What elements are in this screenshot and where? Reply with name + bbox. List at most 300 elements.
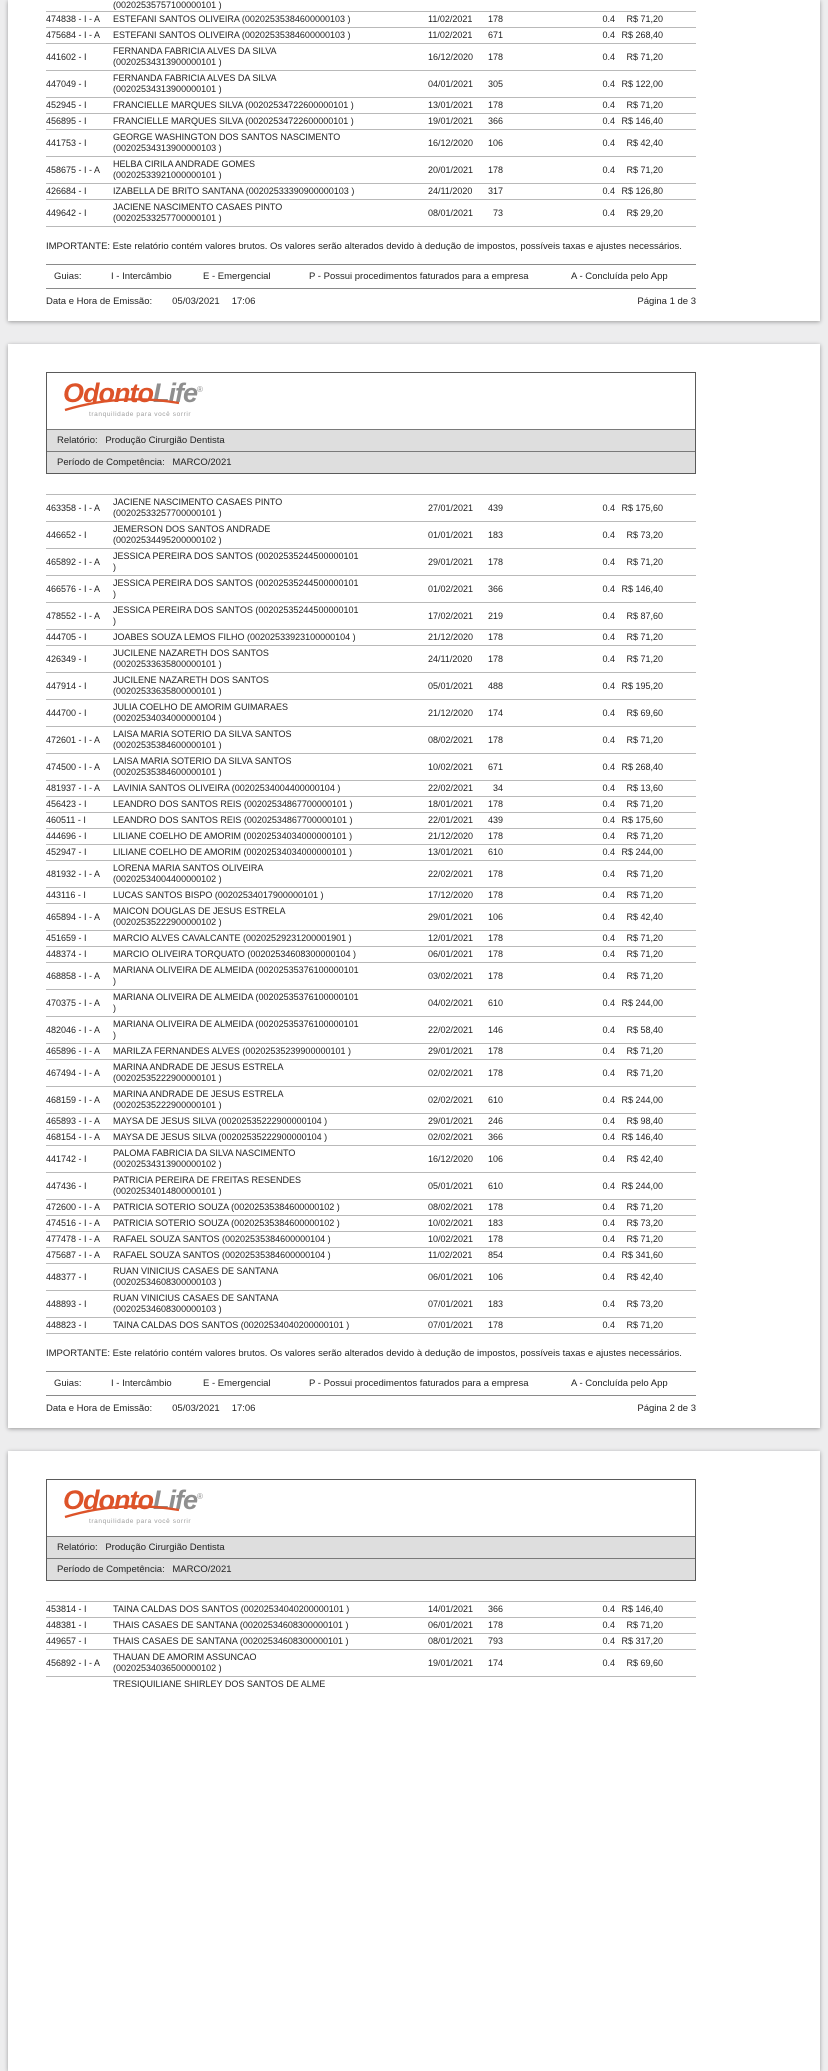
patient-name: MARIANA OLIVEIRA DE ALMEIDA (00202535376100000101 ) xyxy=(113,992,359,1013)
table-row xyxy=(46,673,696,700)
legend-emergencial: E - Emergencial xyxy=(203,271,271,282)
patient-name: RAFAEL SOUZA SANTOS (00202535384600000104 ) xyxy=(113,1250,331,1260)
guide-code: 470375 - I - A xyxy=(46,997,101,1008)
factor-value: 0.4 xyxy=(602,556,615,567)
guide-date: 20/01/2021 xyxy=(428,164,474,175)
guide-code: 468159 - I - A xyxy=(46,1094,101,1105)
gross-value: R$ 71,20 xyxy=(626,556,663,567)
guide-date: 02/02/2021 xyxy=(428,1094,474,1105)
report-page-2 xyxy=(8,344,820,1428)
guide-date: 24/11/2020 xyxy=(428,186,473,196)
patient-name: THAIS CASAES DE SANTANA (00202534608300000101 ) xyxy=(113,1636,349,1646)
patient-name: LILIANE COELHO DE AMORIM (00202534034000000101 ) xyxy=(113,847,353,857)
table-row xyxy=(46,947,696,963)
patient-name: THAIS CASAES DE SANTANA (00202534608300000101 ) xyxy=(113,1620,349,1630)
report-header xyxy=(46,1479,696,1581)
gross-value: R$ 268,40 xyxy=(621,30,663,40)
guide-code: 482046 - I - A xyxy=(46,1024,101,1035)
table-row xyxy=(46,1248,696,1264)
points-quantity: 366 xyxy=(487,1604,503,1614)
points-quantity: 178 xyxy=(487,51,503,62)
report-header xyxy=(46,372,696,474)
emission-time: 17:06 xyxy=(231,1403,256,1414)
table-row xyxy=(46,1173,696,1200)
guide-date: 17/02/2021 xyxy=(428,610,474,621)
guide-code: 452945 - I xyxy=(46,100,87,110)
gross-value: R$ 122,00 xyxy=(621,78,663,89)
guide-code: 444696 - I xyxy=(46,831,87,841)
guide-code: 472600 - I - A xyxy=(46,1202,101,1212)
factor-value: 0.4 xyxy=(602,116,615,126)
gross-value: R$ 13,60 xyxy=(626,783,663,793)
legend-intercambio: I - Intercâmbio xyxy=(111,271,172,282)
gross-value: R$ 42,40 xyxy=(626,137,663,148)
table-row xyxy=(46,931,696,947)
guide-code: 474500 - I - A xyxy=(46,761,101,772)
gross-value: R$ 71,20 xyxy=(626,970,663,981)
logo-box xyxy=(47,373,695,429)
gross-value: R$ 58,40 xyxy=(626,1024,663,1035)
guide-date: 22/01/2021 xyxy=(428,815,474,825)
factor-value: 0.4 xyxy=(602,164,615,175)
factor-value: 0.4 xyxy=(602,137,615,148)
points-quantity: 106 xyxy=(487,1271,503,1282)
points-quantity: 178 xyxy=(487,632,503,642)
table-row xyxy=(46,1650,696,1677)
factor-value: 0.4 xyxy=(602,1271,615,1282)
factor-value: 0.4 xyxy=(602,51,615,62)
factor-value: 0.4 xyxy=(602,1657,615,1668)
gross-value: R$ 29,20 xyxy=(626,207,663,218)
factor-value: 0.4 xyxy=(602,847,615,857)
factor-value: 0.4 xyxy=(602,529,615,540)
odontolife-logo xyxy=(63,378,202,418)
guide-code: 452947 - I xyxy=(46,847,87,857)
factor-value: 0.4 xyxy=(602,78,615,89)
guide-code: 448823 - I xyxy=(46,1320,87,1330)
guide-code: 444705 - I xyxy=(46,632,87,642)
guide-code: 460511 - I xyxy=(46,815,86,825)
guide-date: 12/01/2021 xyxy=(428,933,474,943)
gross-value: R$ 71,20 xyxy=(626,734,663,745)
patient-name: MARILZA FERNANDES ALVES (00202535239900000101 ) xyxy=(113,1046,351,1056)
odontolife-logo xyxy=(63,1485,202,1525)
points-quantity: 671 xyxy=(487,30,503,40)
periodo-label: Período de Competência: xyxy=(57,457,165,468)
factor-value: 0.4 xyxy=(602,707,615,718)
points-quantity: 610 xyxy=(487,1180,503,1191)
guide-code: 465892 - I - A xyxy=(46,556,101,567)
emission-time: 17:06 xyxy=(231,296,256,307)
gross-value: R$ 42,40 xyxy=(626,911,663,922)
legend-emergencial: E - Emergencial xyxy=(203,1378,271,1389)
gross-value: R$ 244,00 xyxy=(621,1094,663,1105)
guide-date: 27/01/2021 xyxy=(428,502,474,513)
table-row xyxy=(46,576,696,603)
guide-date: 24/11/2020 xyxy=(428,653,473,664)
guide-date: 17/12/2020 xyxy=(428,890,474,900)
logo-text xyxy=(63,1485,202,1516)
patient-name: MAYSA DE JESUS SILVA (00202535222900000104 ) xyxy=(113,1116,328,1126)
guide-code: 448381 - I xyxy=(46,1620,87,1630)
points-quantity: 178 xyxy=(487,890,503,900)
table-row xyxy=(46,646,696,673)
factor-value: 0.4 xyxy=(602,610,615,621)
points-quantity: 174 xyxy=(487,1657,503,1668)
patient-name: RUAN VINICIUS CASAES DE SANTANA (00202534608300000103 ) xyxy=(113,1266,278,1287)
header-relatorio-row xyxy=(47,429,695,451)
points-quantity: 106 xyxy=(487,1153,503,1164)
factor-value: 0.4 xyxy=(602,1320,615,1330)
patient-name: PALOMA FABRICIA DA SILVA NASCIMENTO (00202534313900000102 ) xyxy=(113,1148,296,1169)
points-quantity: 178 xyxy=(487,831,503,841)
guide-date: 29/01/2021 xyxy=(428,556,474,567)
points-quantity: 146 xyxy=(487,1024,503,1035)
guide-code: 446652 - I xyxy=(46,529,87,540)
table-row xyxy=(46,522,696,549)
guide-date: 06/01/2021 xyxy=(428,1620,474,1630)
emission-date: 05/03/2021 xyxy=(172,1403,220,1414)
table-row xyxy=(46,904,696,931)
patient-name: MARCIO ALVES CAVALCANTE (00202529231200001901 ) xyxy=(113,933,352,943)
gross-value: R$ 175,60 xyxy=(621,815,663,825)
patient-name: LORENA MARIA SANTOS OLIVEIRA (00202534004400000102 ) xyxy=(113,863,263,884)
gross-value: R$ 42,40 xyxy=(626,1153,663,1164)
page-number: Página 2 de 3 xyxy=(637,1403,696,1414)
patient-name: RAFAEL SOUZA SANTOS (00202535384600000104 ) xyxy=(113,1234,331,1244)
patient-name: MARIANA OLIVEIRA DE ALMEIDA (00202535376100000101 ) xyxy=(113,1019,359,1040)
factor-value: 0.4 xyxy=(602,502,615,513)
points-quantity: 178 xyxy=(487,164,503,175)
table-row xyxy=(46,888,696,904)
production-table xyxy=(46,1601,696,1677)
gross-value: R$ 268,40 xyxy=(621,761,663,772)
factor-value: 0.4 xyxy=(602,186,615,196)
guide-code: 448893 - I xyxy=(46,1298,87,1309)
guide-date: 08/02/2021 xyxy=(428,734,474,745)
table-row xyxy=(46,829,696,845)
guide-date: 03/02/2021 xyxy=(428,970,474,981)
points-quantity: 178 xyxy=(487,734,503,745)
table-row xyxy=(46,754,696,781)
factor-value: 0.4 xyxy=(602,1116,615,1126)
points-quantity: 317 xyxy=(487,186,503,196)
factor-value: 0.4 xyxy=(602,1046,615,1056)
table-row xyxy=(46,963,696,990)
patient-name: RUAN VINICIUS CASAES DE SANTANA (00202534608300000103 ) xyxy=(113,1293,278,1314)
guide-date: 01/01/2021 xyxy=(428,529,474,540)
gross-value: R$ 69,60 xyxy=(626,1657,663,1668)
clipped-patient-name: TRESIQUILIANE SHIRLEY DOS SANTOS DE ALME xyxy=(113,1679,326,1688)
legend-concluida-app: A - Concluída pelo App xyxy=(571,271,668,282)
header-relatorio-row xyxy=(47,1536,695,1558)
table-row xyxy=(46,603,696,630)
patient-name: LEANDRO DOS SANTOS REIS (00202534867700000101 ) xyxy=(113,799,353,809)
table-row xyxy=(46,1146,696,1173)
guide-date: 10/02/2021 xyxy=(428,761,474,772)
table-row xyxy=(46,1044,696,1060)
guide-code: 466576 - I - A xyxy=(46,583,101,594)
page-footer xyxy=(46,289,696,307)
points-quantity: 178 xyxy=(487,970,503,981)
table-row xyxy=(46,1060,696,1087)
patient-name: JOABES SOUZA LEMOS FILHO (00202533923100000104 ) xyxy=(113,632,356,642)
guide-date: 02/02/2021 xyxy=(428,1067,474,1078)
table-row xyxy=(46,990,696,1017)
points-quantity: 366 xyxy=(487,583,503,594)
guide-code: 441602 - I xyxy=(46,51,87,62)
logo-tagline: tranquilidade para você sorrir xyxy=(89,411,192,418)
guide-code: 448377 - I xyxy=(46,1271,87,1282)
gross-value: R$ 244,00 xyxy=(621,1180,663,1191)
factor-value: 0.4 xyxy=(602,1180,615,1191)
guide-date: 13/01/2021 xyxy=(428,100,474,110)
gross-value: R$ 71,20 xyxy=(626,933,663,943)
table-row xyxy=(46,797,696,813)
patient-name: JUCILENE NAZARETH DOS SANTOS (00202533635800000101 ) xyxy=(113,675,269,696)
guide-date: 11/02/2021 xyxy=(428,30,473,40)
points-quantity: 178 xyxy=(487,1620,503,1630)
patient-name: MARINA ANDRADE DE JESUS ESTRELA (00202535222900000101 ) xyxy=(113,1089,284,1110)
patient-name: PATRICIA SOTERIO SOUZA (00202535384600000102 ) xyxy=(113,1202,340,1212)
patient-name: FRANCIELLE MARQUES SILVA (00202534722600000101 ) xyxy=(113,116,354,126)
gross-value: R$ 146,40 xyxy=(621,1132,663,1142)
patient-name: LUCAS SANTOS BISPO (00202534017900000101 ) xyxy=(113,890,324,900)
points-quantity: 178 xyxy=(487,556,503,567)
guide-code: 441753 - I xyxy=(46,137,87,148)
guide-date: 21/12/2020 xyxy=(428,831,474,841)
guide-date: 04/02/2021 xyxy=(428,997,474,1008)
patient-name: LAVINIA SANTOS OLIVEIRA (00202534004400000104 ) xyxy=(113,783,341,793)
points-quantity: 183 xyxy=(487,1218,503,1228)
gross-value: R$ 146,40 xyxy=(621,116,663,126)
guide-date: 01/02/2021 xyxy=(428,583,474,594)
guide-code: 441742 - I xyxy=(46,1153,87,1164)
relatorio-label: Relatório: xyxy=(57,435,98,446)
logo-tagline: tranquilidade para você sorrir xyxy=(89,1518,192,1525)
table-row xyxy=(46,1130,696,1146)
patient-name: JUCILENE NAZARETH DOS SANTOS (00202533635800000101 ) xyxy=(113,648,269,669)
table-row xyxy=(46,12,696,28)
gross-value: R$ 71,20 xyxy=(626,51,663,62)
table-row xyxy=(46,700,696,727)
guide-date: 21/12/2020 xyxy=(428,707,474,718)
guide-code: 472601 - I - A xyxy=(46,734,101,745)
gross-value: R$ 71,20 xyxy=(626,1046,663,1056)
patient-name: GEORGE WASHINGTON DOS SANTOS NASCIMENTO (00202534313900000103 ) xyxy=(113,132,341,153)
gross-value: R$ 71,20 xyxy=(626,14,663,24)
guide-date: 11/02/2021 xyxy=(428,14,473,24)
points-quantity: 488 xyxy=(487,680,503,691)
guide-date: 02/02/2021 xyxy=(428,1132,474,1142)
factor-value: 0.4 xyxy=(602,1604,615,1614)
patient-name: HELBA CIRILA ANDRADE GOMES (00202533921000000101 ) xyxy=(113,159,256,180)
points-quantity: 178 xyxy=(487,1234,503,1244)
table-row xyxy=(46,781,696,797)
factor-value: 0.4 xyxy=(602,831,615,841)
table-row xyxy=(46,1087,696,1114)
legend-intercambio: I - Intercâmbio xyxy=(111,1378,172,1389)
factor-value: 0.4 xyxy=(602,868,615,879)
patient-name: FRANCIELLE MARQUES SILVA (00202534722600000101 ) xyxy=(113,100,354,110)
table-row xyxy=(46,845,696,861)
table-row xyxy=(46,130,696,157)
factor-value: 0.4 xyxy=(602,1218,615,1228)
points-quantity: 366 xyxy=(487,116,503,126)
emission-label: Data e Hora de Emissão: xyxy=(46,296,153,307)
gross-value: R$ 317,20 xyxy=(621,1636,663,1646)
gross-value: R$ 71,20 xyxy=(626,164,663,175)
patient-name: LAISA MARIA SOTERIO DA SILVA SANTOS (00202535384600000101 ) xyxy=(113,729,292,750)
guide-date: 08/01/2021 xyxy=(428,1636,474,1646)
gross-value: R$ 126,80 xyxy=(621,186,663,196)
guide-code: 447049 - I xyxy=(46,78,87,89)
table-row xyxy=(46,813,696,829)
gross-value: R$ 71,20 xyxy=(626,1234,663,1244)
page-number: Página 1 de 3 xyxy=(637,296,696,307)
legend-row xyxy=(46,1372,696,1395)
points-quantity: 854 xyxy=(487,1250,503,1260)
guide-date: 22/02/2021 xyxy=(428,1024,474,1035)
patient-name: LILIANE COELHO DE AMORIM (00202534034000000101 ) xyxy=(113,831,353,841)
guide-code: 426349 - I xyxy=(46,653,87,664)
logo-swoosh-icon xyxy=(63,398,181,412)
factor-value: 0.4 xyxy=(602,734,615,745)
gross-value: R$ 73,20 xyxy=(626,529,663,540)
gross-value: R$ 71,20 xyxy=(626,831,663,841)
table-row xyxy=(46,495,696,522)
factor-value: 0.4 xyxy=(602,207,615,218)
factor-value: 0.4 xyxy=(602,1153,615,1164)
table-row xyxy=(46,71,696,98)
clipped-patient-id: (00202535757100000101 ) xyxy=(113,0,222,10)
guide-code: 474838 - I - A xyxy=(46,14,101,24)
patient-name: JESSICA PEREIRA DOS SANTOS (00202535244500000101 ) xyxy=(113,578,359,599)
factor-value: 0.4 xyxy=(602,761,615,772)
guide-date: 18/01/2021 xyxy=(428,799,474,809)
guide-code: 475684 - I - A xyxy=(46,30,101,40)
factor-value: 0.4 xyxy=(602,933,615,943)
points-quantity: 246 xyxy=(487,1116,503,1126)
guide-code: 465896 - I - A xyxy=(46,1046,101,1056)
gross-value: R$ 87,60 xyxy=(626,610,663,621)
patient-name: LEANDRO DOS SANTOS REIS (00202534867700000101 ) xyxy=(113,815,353,825)
guide-code: 426684 - I xyxy=(46,186,87,196)
points-quantity: 183 xyxy=(487,1298,503,1309)
important-note: IMPORTANTE: Este relatório contém valores brutos. Os valores serão alterados devido à dedução de impostos, possíveis taxas e ajustes necessários. xyxy=(46,241,682,252)
factor-value: 0.4 xyxy=(602,1024,615,1035)
points-quantity: 178 xyxy=(487,653,503,664)
guide-code: 468154 - I - A xyxy=(46,1132,101,1142)
patient-name: MAYSA DE JESUS SILVA (00202535222900000104 ) xyxy=(113,1132,328,1142)
table-row xyxy=(46,44,696,71)
legend-faturados: P - Possui procedimentos faturados para a empresa xyxy=(309,271,529,282)
guide-code: 456892 - I - A xyxy=(46,1657,101,1668)
guide-date: 16/12/2020 xyxy=(428,1153,474,1164)
patient-name: THAUAN DE AMORIM ASSUNCAO (00202534036500000102 ) xyxy=(113,1652,257,1673)
table-row xyxy=(46,1618,696,1634)
table-row xyxy=(46,1264,696,1291)
gross-value: R$ 71,20 xyxy=(626,1067,663,1078)
guide-code: 475687 - I - A xyxy=(46,1250,101,1260)
points-quantity: 178 xyxy=(487,1320,503,1330)
gross-value: R$ 71,20 xyxy=(626,1320,663,1330)
points-quantity: 183 xyxy=(487,529,503,540)
logo-odonto: Odonto xyxy=(63,378,153,408)
factor-value: 0.4 xyxy=(602,100,615,110)
patient-name: JULIA COELHO DE AMORIM GUIMARAES (00202534034000000104 ) xyxy=(113,702,289,723)
patient-name: ESTEFANI SANTOS OLIVEIRA (00202535384600000103 ) xyxy=(113,14,351,24)
gross-value: R$ 73,20 xyxy=(626,1298,663,1309)
patient-name: MARINA ANDRADE DE JESUS ESTRELA (00202535222900000101 ) xyxy=(113,1062,284,1083)
factor-value: 0.4 xyxy=(602,949,615,959)
patient-name: FERNANDA FABRICIA ALVES DA SILVA (00202534313900000101 ) xyxy=(113,73,277,94)
points-quantity: 178 xyxy=(487,949,503,959)
table-row xyxy=(46,98,696,114)
legend-concluida-app: A - Concluída pelo App xyxy=(571,1378,668,1389)
factor-value: 0.4 xyxy=(602,632,615,642)
factor-value: 0.4 xyxy=(602,799,615,809)
gross-value: R$ 71,20 xyxy=(626,868,663,879)
guide-code: 456423 - I xyxy=(46,799,87,809)
gross-value: R$ 341,60 xyxy=(621,1250,663,1260)
production-table xyxy=(46,11,696,227)
factor-value: 0.4 xyxy=(602,1636,615,1646)
gross-value: R$ 71,20 xyxy=(626,653,663,664)
table-row xyxy=(46,549,696,576)
guide-code: 463358 - I - A xyxy=(46,502,101,513)
relatorio-value: Produção Cirurgião Dentista xyxy=(105,435,225,446)
table-row xyxy=(46,727,696,754)
guide-date: 21/12/2020 xyxy=(428,632,474,642)
factor-value: 0.4 xyxy=(602,1202,615,1212)
points-quantity: 106 xyxy=(487,911,503,922)
guide-code: 443116 - I xyxy=(46,890,86,900)
points-quantity: 178 xyxy=(487,1067,503,1078)
points-quantity: 671 xyxy=(487,761,503,772)
guide-code: 465894 - I - A xyxy=(46,911,101,922)
guide-code: 456895 - I xyxy=(46,116,87,126)
patient-name: JESSICA PEREIRA DOS SANTOS (00202535244500000101 ) xyxy=(113,551,359,572)
points-quantity: 178 xyxy=(487,933,503,943)
points-quantity: 73 xyxy=(492,207,503,218)
factor-value: 0.4 xyxy=(602,680,615,691)
important-note: IMPORTANTE: Este relatório contém valores brutos. Os valores serão alterados devido à dedução de impostos, possíveis taxas e ajustes necessários. xyxy=(46,1348,682,1359)
points-quantity: 610 xyxy=(487,1094,503,1105)
table-row xyxy=(46,200,696,227)
logo-odonto: Odonto xyxy=(63,1485,153,1515)
points-quantity: 178 xyxy=(487,1202,503,1212)
table-row xyxy=(46,861,696,888)
table-row xyxy=(46,1634,696,1650)
guide-code: 465893 - I - A xyxy=(46,1116,101,1126)
periodo-value: MARCO/2021 xyxy=(172,1564,232,1575)
gross-value: R$ 71,20 xyxy=(626,1620,663,1630)
relatorio-value: Produção Cirurgião Dentista xyxy=(105,1542,225,1553)
factor-value: 0.4 xyxy=(602,1132,615,1142)
periodo-value: MARCO/2021 xyxy=(172,457,232,468)
guide-date: 22/02/2021 xyxy=(428,783,474,793)
guide-date: 07/01/2021 xyxy=(428,1320,474,1330)
guide-date: 07/01/2021 xyxy=(428,1298,474,1309)
patient-name: TAINA CALDAS DOS SANTOS (00202534040200000101 ) xyxy=(113,1604,350,1614)
legend-row xyxy=(46,265,696,288)
patient-name: TAINA CALDAS DOS SANTOS (00202534040200000101 ) xyxy=(113,1320,350,1330)
points-quantity: 178 xyxy=(487,1046,503,1056)
guide-date: 08/01/2021 xyxy=(428,207,474,218)
points-quantity: 366 xyxy=(487,1132,503,1142)
table-row xyxy=(46,114,696,130)
